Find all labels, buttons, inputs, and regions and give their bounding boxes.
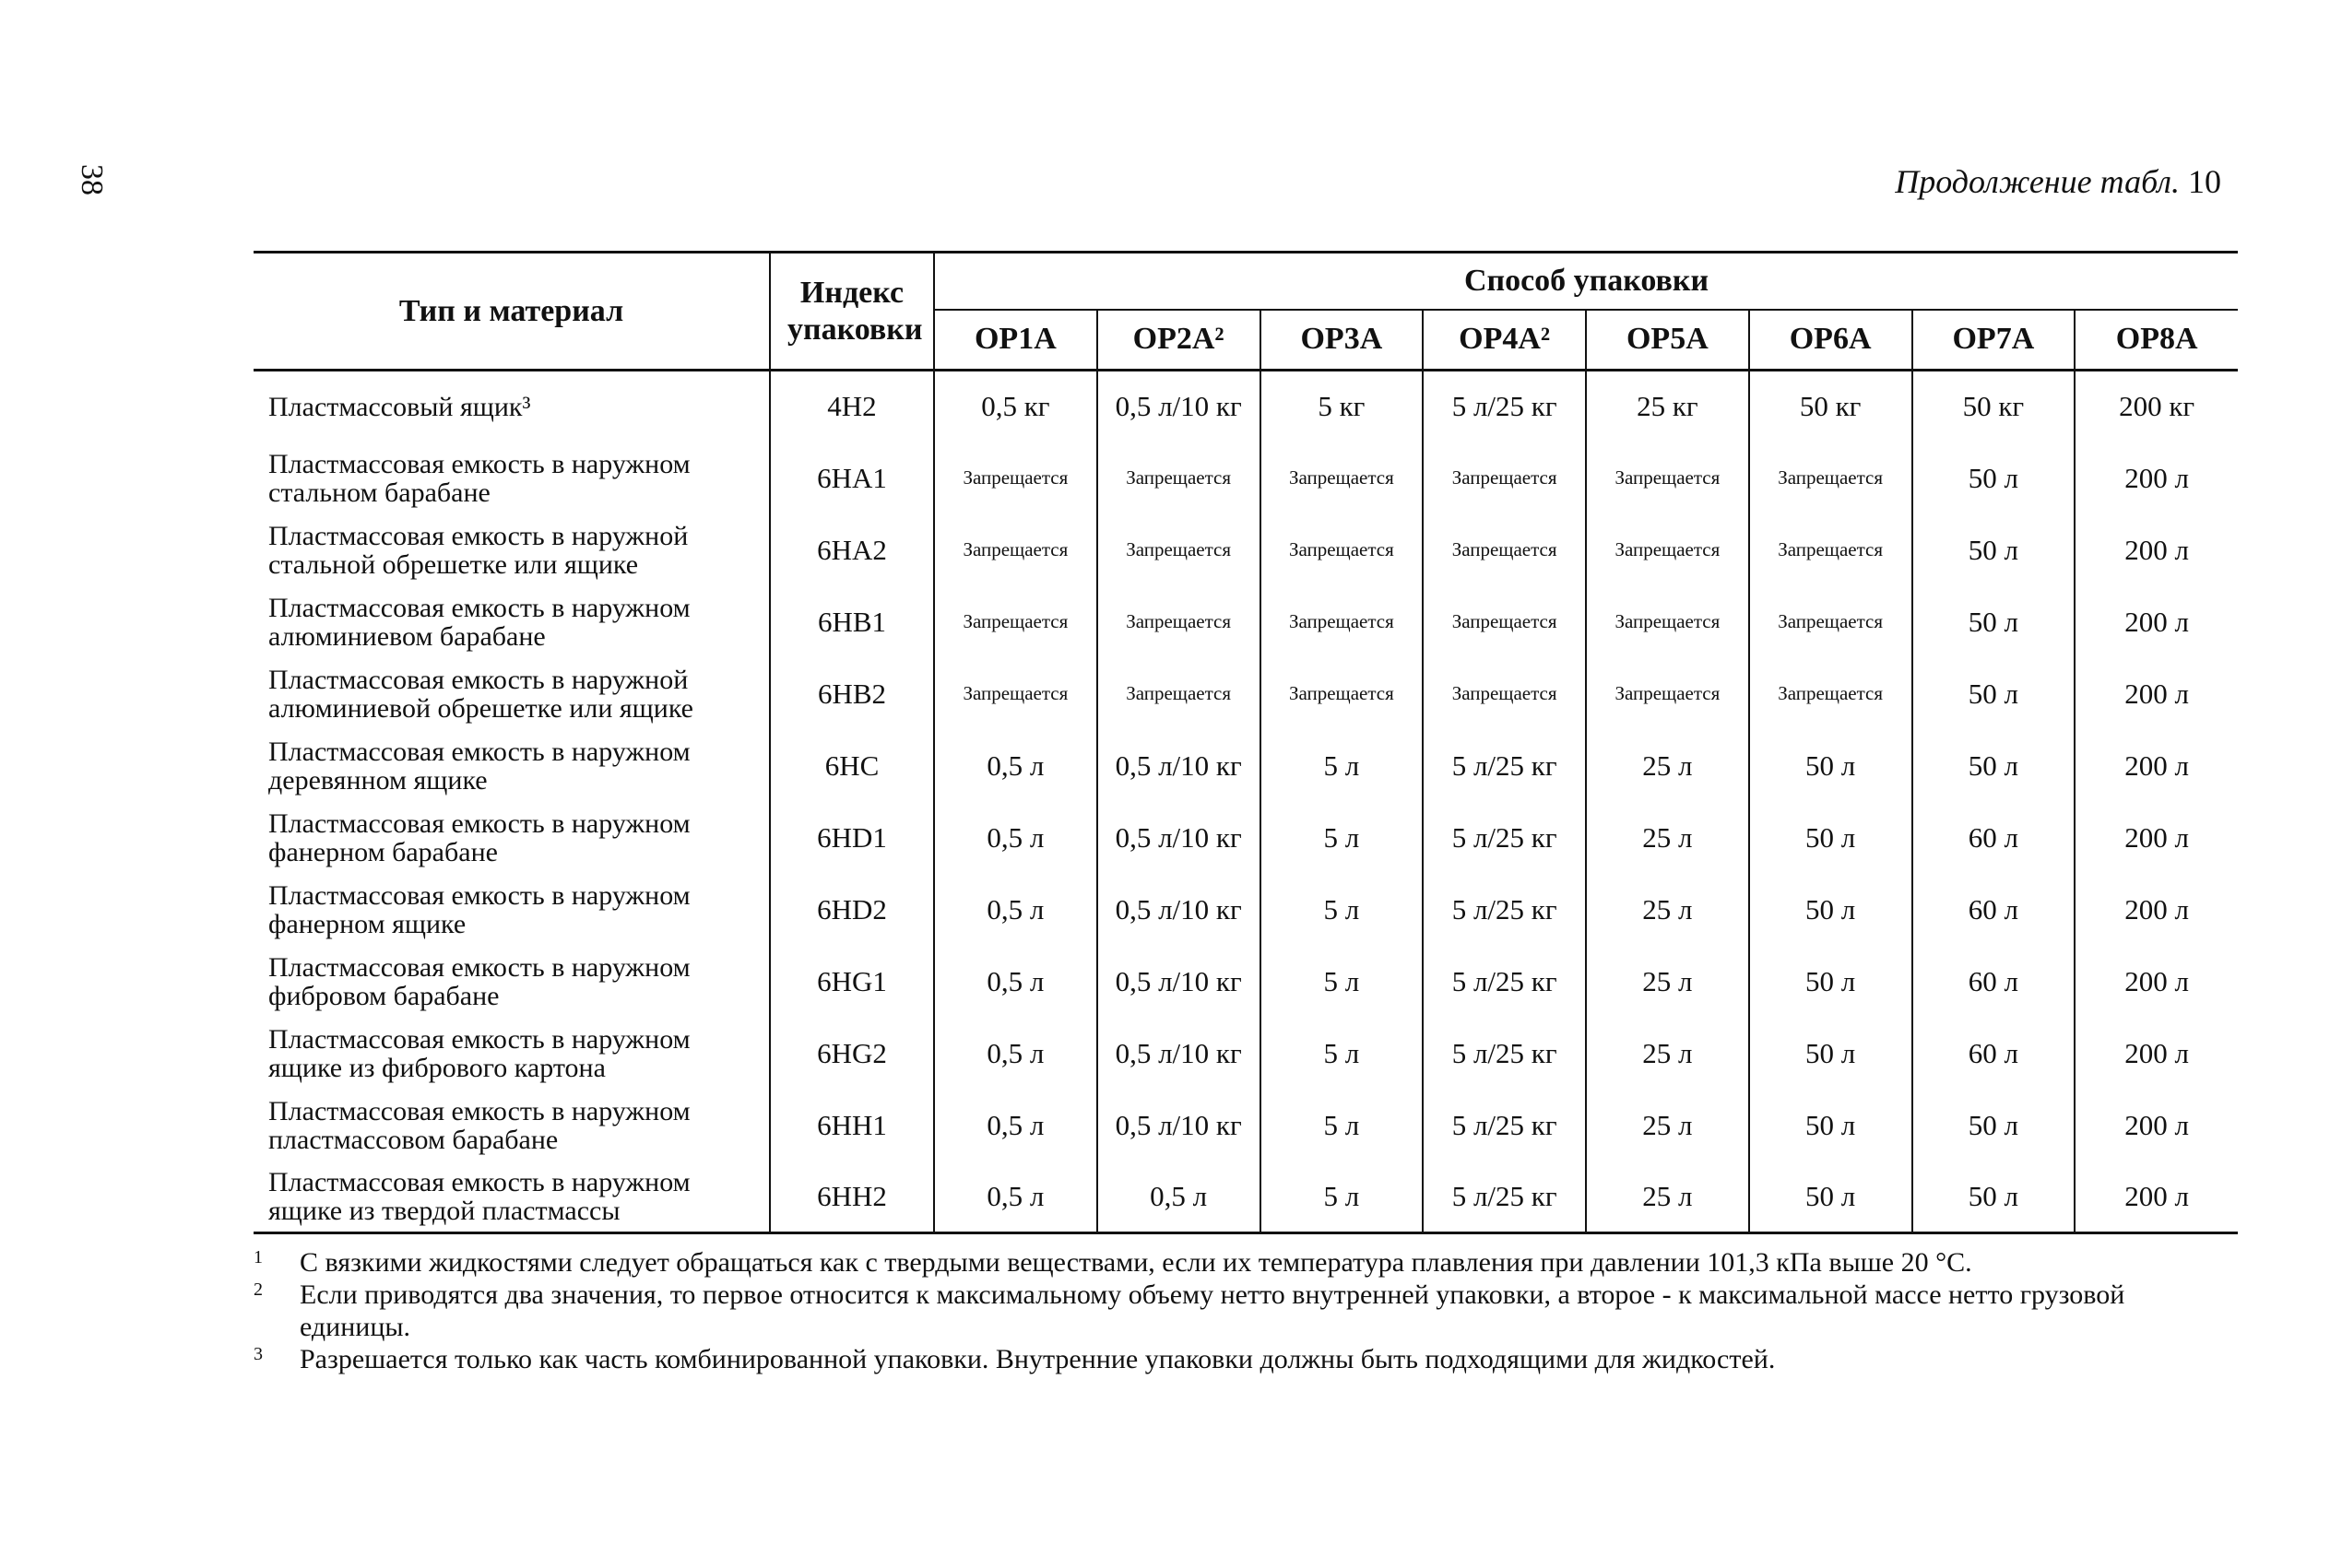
table-row xyxy=(254,1090,2238,1161)
cell-value: 5 л/25 кг xyxy=(1423,1090,1586,1161)
cell-value: Запрещается xyxy=(1749,442,1912,514)
cell-value: Запрещается xyxy=(1423,442,1586,514)
cell-value: 5 л/25 кг xyxy=(1423,1018,1586,1090)
cell-value: 50 л xyxy=(1912,730,2076,802)
cell-type: Пластмассовая емкость в наружном фанерном барабане xyxy=(268,808,691,867)
cell-value: 0,5 л xyxy=(934,1161,1097,1233)
table-row xyxy=(254,514,2238,586)
cell-value: 50 кг xyxy=(1749,371,1912,442)
cell-value: 5 л/25 кг xyxy=(1423,946,1586,1018)
footnote xyxy=(254,1279,2236,1343)
header-op-3: OP3A xyxy=(1260,310,1424,371)
cell-value: 5 л/25 кг xyxy=(1423,874,1586,946)
cell-value: 25 л xyxy=(1586,946,1749,1018)
cell-value: Запрещается xyxy=(1097,442,1260,514)
cell-value: 50 л xyxy=(1912,1161,2076,1233)
cell-value: 5 л xyxy=(1260,802,1424,874)
header-op-4: OP4A² xyxy=(1423,310,1586,371)
table-row xyxy=(254,946,2238,1018)
cell-index: 6HB2 xyxy=(770,658,934,730)
cell-value: Запрещается xyxy=(1423,658,1586,730)
cell-value: Запрещается xyxy=(1097,586,1260,658)
cell-value: 200 л xyxy=(2075,1018,2238,1090)
cell-value: 25 л xyxy=(1586,874,1749,946)
caption-number: 10 xyxy=(2188,163,2221,200)
cell-type: Пластмассовая емкость в наружной алюминиевой обрешетке или ящике xyxy=(268,664,693,724)
caption-label: Продолжение табл. xyxy=(1895,163,2180,200)
cell-value: 50 л xyxy=(1912,442,2076,514)
header-type: Тип и материал xyxy=(254,253,770,371)
header-index-label: Индекс упаковки xyxy=(787,275,923,347)
cell-value: Запрещается xyxy=(934,586,1097,658)
header-op-7: OP7A xyxy=(1912,310,2076,371)
cell-value: 60 л xyxy=(1912,946,2076,1018)
cell-value: 25 л xyxy=(1586,1090,1749,1161)
cell-index: 6HG2 xyxy=(770,1018,934,1090)
cell-type: Пластмассовая емкость в наружном стальном барабане xyxy=(268,448,691,508)
cell-value: 200 л xyxy=(2075,1090,2238,1161)
cell-index: 6HB1 xyxy=(770,586,934,658)
table-row xyxy=(254,1161,2238,1233)
cell-value: 50 л xyxy=(1749,946,1912,1018)
cell-index: 6HC xyxy=(770,730,934,802)
cell-index: 6HH2 xyxy=(770,1161,934,1233)
cell-value: 25 л xyxy=(1586,1018,1749,1090)
table-row xyxy=(254,371,2238,442)
cell-type: Пластмассовая емкость в наружной стальной обрешетке или ящике xyxy=(268,520,689,580)
table-row xyxy=(254,802,2238,874)
cell-index: 6HG1 xyxy=(770,946,934,1018)
table-caption xyxy=(1895,162,2221,201)
cell-value: Запрещается xyxy=(934,442,1097,514)
cell-value: 25 л xyxy=(1586,802,1749,874)
cell-value: 5 кг xyxy=(1260,371,1424,442)
cell-value: Запрещается xyxy=(1586,586,1749,658)
cell-value: 5 л xyxy=(1260,1018,1424,1090)
cell-value: 0,5 л/10 кг xyxy=(1097,802,1260,874)
cell-value: 200 кг xyxy=(2075,371,2238,442)
cell-index: 4H2 xyxy=(770,371,934,442)
table-row xyxy=(254,1018,2238,1090)
cell-type: Пластмассовая емкость в наружном фибровом барабане xyxy=(268,951,691,1011)
cell-value: 0,5 л/10 кг xyxy=(1097,946,1260,1018)
cell-value: 50 л xyxy=(1912,658,2076,730)
footnote-text: Если приводятся два значения, то первое относится к максимальному объему нетто внутренней упаковки, а второе - к максимальной массе нетто грузовой единицы. xyxy=(300,1279,2125,1342)
footnote xyxy=(254,1246,2236,1279)
cell-value: Запрещается xyxy=(1260,658,1424,730)
cell-value: 200 л xyxy=(2075,1161,2238,1233)
cell-value: 5 л xyxy=(1260,730,1424,802)
table-row xyxy=(254,874,2238,946)
cell-value: Запрещается xyxy=(1586,514,1749,586)
cell-value: Запрещается xyxy=(934,514,1097,586)
footnote-mark: 1 xyxy=(254,1247,263,1267)
cell-index: 6HA1 xyxy=(770,442,934,514)
cell-value: 0,5 л/10 кг xyxy=(1097,730,1260,802)
cell-value: Запрещается xyxy=(1586,658,1749,730)
cell-value: 50 л xyxy=(1749,1018,1912,1090)
cell-value: 200 л xyxy=(2075,874,2238,946)
cell-type: Пластмассовая емкость в наружном ящике из фибрового картона xyxy=(268,1023,691,1083)
cell-value: 50 л xyxy=(1912,514,2076,586)
footnote-text: С вязкими жидкостями следует обращаться как с твердыми веществами, если их температура плавления при давлении 101,3 кПа выше 20 °С. xyxy=(300,1247,1972,1278)
cell-type: Пластмассовая емкость в наружном алюминиевом барабане xyxy=(268,592,691,652)
cell-value: 60 л xyxy=(1912,802,2076,874)
cell-value: 0,5 л xyxy=(934,1090,1097,1161)
cell-value: 5 л xyxy=(1260,1090,1424,1161)
cell-value: 200 л xyxy=(2075,514,2238,586)
header-op-5: OP5A xyxy=(1586,310,1749,371)
cell-value: Запрещается xyxy=(1097,514,1260,586)
header-op-8: OP8A xyxy=(2075,310,2238,371)
cell-value: 50 кг xyxy=(1912,371,2076,442)
cell-value: 5 л xyxy=(1260,874,1424,946)
cell-value: 50 л xyxy=(1749,1161,1912,1233)
cell-type: Пластмассовая емкость в наружном деревянном ящике xyxy=(268,736,691,796)
cell-value: 5 л xyxy=(1260,1161,1424,1233)
cell-value: 50 л xyxy=(1912,1090,2076,1161)
header-method: Способ упаковки xyxy=(934,253,2238,310)
footnotes xyxy=(254,1246,2236,1375)
cell-value: 0,5 л xyxy=(934,946,1097,1018)
cell-value: 200 л xyxy=(2075,442,2238,514)
cell-type: Пластмассовая емкость в наружном фанерном ящике xyxy=(268,879,691,939)
footnote-text: Разрешается только как часть комбинированной упаковки. Внутренние упаковки должны быть подходящими для жидкостей. xyxy=(300,1344,1776,1374)
cell-value: 5 л xyxy=(1260,946,1424,1018)
header-op-1: OP1A xyxy=(934,310,1097,371)
cell-value: 5 л/25 кг xyxy=(1423,730,1586,802)
cell-value: 0,5 л xyxy=(934,730,1097,802)
footnote-mark: 3 xyxy=(254,1344,263,1364)
header-index xyxy=(770,253,934,371)
cell-value: 200 л xyxy=(2075,730,2238,802)
table-row xyxy=(254,730,2238,802)
cell-value: 200 л xyxy=(2075,586,2238,658)
cell-value: 200 л xyxy=(2075,658,2238,730)
cell-value: Запрещается xyxy=(1423,514,1586,586)
footnote xyxy=(254,1343,2236,1375)
cell-value: 200 л xyxy=(2075,946,2238,1018)
cell-type: Пластмассовая емкость в наружном ящике из твердой пластмассы xyxy=(254,1161,770,1233)
cell-value: 0,5 л/10 кг xyxy=(1097,874,1260,946)
cell-value: Запрещается xyxy=(1260,586,1424,658)
cell-value: Запрещается xyxy=(1749,514,1912,586)
footnote-mark: 2 xyxy=(254,1279,263,1300)
cell-value: 25 л xyxy=(1586,1161,1749,1233)
cell-value: 25 кг xyxy=(1586,371,1749,442)
table-row xyxy=(254,442,2238,514)
cell-value: Запрещается xyxy=(1260,514,1424,586)
cell-value: 50 л xyxy=(1749,802,1912,874)
cell-value: 0,5 л/10 кг xyxy=(1097,1090,1260,1161)
cell-value: 60 л xyxy=(1912,874,2076,946)
cell-value: 0,5 л xyxy=(934,802,1097,874)
cell-index: 6HA2 xyxy=(770,514,934,586)
cell-value: 50 л xyxy=(1912,586,2076,658)
table-row xyxy=(254,586,2238,658)
packing-table xyxy=(254,251,2238,1234)
cell-value: Запрещается xyxy=(1749,658,1912,730)
cell-value: 60 л xyxy=(1912,1018,2076,1090)
cell-type: Пластмассовая емкость в наружном пластмассовом барабане xyxy=(268,1095,691,1155)
cell-value: 5 л/25 кг xyxy=(1423,802,1586,874)
cell-value: Запрещается xyxy=(1586,442,1749,514)
cell-index: 6HH1 xyxy=(770,1090,934,1161)
cell-value: 0,5 л/10 кг xyxy=(1097,1018,1260,1090)
header-op-6: OP6A xyxy=(1749,310,1912,371)
cell-value: Запрещается xyxy=(1097,658,1260,730)
cell-value: 5 л/25 кг xyxy=(1423,1161,1586,1233)
header-op-2: OP2A² xyxy=(1097,310,1260,371)
page-number: 38 xyxy=(75,164,109,195)
table-row xyxy=(254,658,2238,730)
cell-value: Запрещается xyxy=(1423,586,1586,658)
cell-value: 0,5 л xyxy=(934,874,1097,946)
cell-value: 0,5 кг xyxy=(934,371,1097,442)
cell-value: Запрещается xyxy=(1260,442,1424,514)
cell-value: 25 л xyxy=(1586,730,1749,802)
cell-index: 6HD2 xyxy=(770,874,934,946)
cell-value: 200 л xyxy=(2075,802,2238,874)
cell-value: 0,5 л/10 кг xyxy=(1097,371,1260,442)
cell-value: 50 л xyxy=(1749,874,1912,946)
cell-value: 0,5 л xyxy=(1097,1161,1260,1233)
cell-value: Запрещается xyxy=(934,658,1097,730)
cell-value: 0,5 л xyxy=(934,1018,1097,1090)
cell-value: 50 л xyxy=(1749,730,1912,802)
cell-value: Запрещается xyxy=(1749,586,1912,658)
cell-value: 5 л/25 кг xyxy=(1423,371,1586,442)
cell-value: 50 л xyxy=(1749,1090,1912,1161)
cell-index: 6HD1 xyxy=(770,802,934,874)
cell-type: Пластмассовый ящик³ xyxy=(268,391,531,422)
